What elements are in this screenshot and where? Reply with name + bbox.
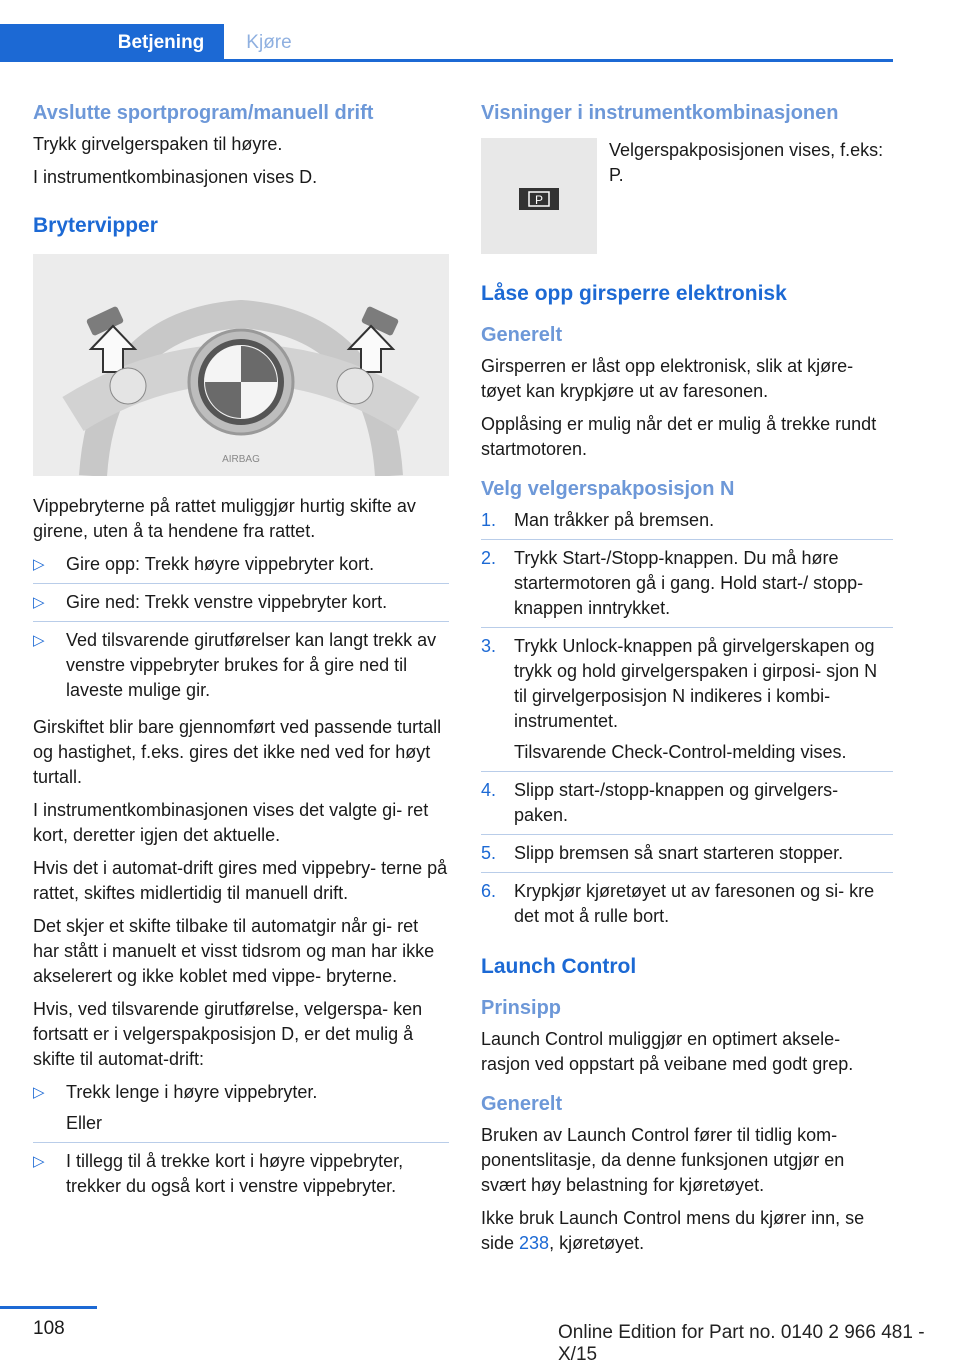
header-accent-block [0,24,98,62]
heading-generelt-2: Generelt [481,1093,563,1115]
header-rule [0,59,893,62]
page-header [0,0,960,62]
tab-kjore[interactable]: Kjøre [246,32,292,53]
tab-betjening[interactable]: Betjening [98,24,224,62]
gear-display-illustration [481,138,597,254]
page-number: 108 [33,1318,65,1339]
heading-brytervipper: Brytervipper [33,214,158,237]
heading-visninger: Visninger i instrumentkombinasjonen [481,102,839,124]
airbag-label: AIRBAG [222,454,260,465]
list-item: ▷ Ved tilsvarende girutførelser kan langt trekk av venstre vippebryter brukes for å gire ned til laveste mulige gir. [33,630,437,700]
paragraph: Ikke bruk Launch Control mens du kjører inn, se side 238, kjøretøyet. [481,1208,865,1253]
triangle-bullet-icon: ▷ [33,1153,45,1170]
triangle-bullet-icon: ▷ [33,632,45,649]
footer-rule [0,1306,97,1309]
triangle-bullet-icon: ▷ [33,1084,45,1101]
paragraph: Hvis det i automat-drift gires med vippebry- terne på rattet, skiftes midlertidig til manuell drift. [33,858,448,903]
triangle-bullet-icon: ▷ [33,594,45,611]
list-item: ▷ Gire ned: Trekk venstre vippebryter kort. [33,590,449,622]
paragraph: Girsperren er låst opp elektronisk, slik at kjøre- tøyet kan krypkjøre ut av faresonen. [481,356,854,401]
step-item: 4. Slipp start-/stopp-knappen og girvelgers- paken. [481,778,893,835]
paragraph: Trykk girvelgerspaken til høyre. [33,134,283,154]
step-item: 2. Trykk Start-/Stopp-knappen. Du må høre startermotoren gå i gang. Hold start-/ stopp-knappen inntrykket. [481,546,893,628]
steps-list [481,508,893,935]
display-caption: Velgerspakposisjonen vises, f.eks: P. [609,140,884,185]
paragraph: Girskiftet blir bare gjennomført ved passende turtall og hastighet, f.eks. gires det ikke ned ved for høyt turtall. [33,717,442,787]
heading-velg-n: Velg velgerspakposisjon N [481,478,735,500]
paragraph: Hvis, ved tilsvarende girutførelse, velgerspa- ken fortsatt er i velgerspakposisjon D, er det mulig å skifte til automat-drift: [33,999,423,1069]
step-item: 3. Trykk Unlock-knappen på girvelgerskapen og trykk og hold girvelgerspaken i girposi- sjon N til girvelgerposisjon N indikeres i kombi-instrumentet. Tilsvarende Check-Control-melding vises. [481,634,893,772]
heading-launch-control: Launch Control [481,955,637,978]
heading-prinsipp: Prinsipp [481,997,562,1019]
heading-generelt: Generelt [481,324,563,346]
paragraph: Opplåsing er mulig når det er mulig å trekke rundt startmotoren. [481,414,877,459]
triangle-bullet-icon: ▷ [33,556,45,573]
shift-list [33,552,449,709]
paragraph: Launch Control muliggjør en optimert aksele- rasjon ved oppstart på veibane med godt grep. [481,1029,854,1074]
paragraph: Det skjer et skifte tilbake til automatgir når gi- ret har stått i manuelt et visst tidsrom og man har ikke akselerert og ikke koblet med vippe- bryterne. [33,916,435,986]
paragraph: I instrumentkombinasjonen vises det valgte gi- ret kort, deretter igjen det aktuelle. [33,800,429,845]
step-item: 5. Slipp bremsen så snart starteren stopper. [481,841,893,873]
list-item: ▷ Trekk lenge i høyre vippebryter. Eller [33,1080,449,1143]
paragraph: Vippebryterne på rattet muliggjør hurtig skifte av girene, uten å ta hendene fra rattet. [33,496,416,541]
left-column [33,100,449,1211]
paragraph: Bruken av Launch Control fører til tidlig kom- ponentslitasje, da denne funksjonen utgjør en svært høy belastning for kjøretøyet. [481,1125,845,1195]
heading-avslutte-sportprogram: Avslutte sportprogram/manuell drift [33,102,374,124]
right-column [481,100,893,1264]
step-item: 6. Krypkjør kjøretøyet ut av faresonen og si- kre det mot å rulle bort. [481,881,875,926]
display-letter: P [534,193,544,207]
edition-text: Online Edition for Part no. 0140 2 966 481 - X/15 [558,1322,925,1365]
list-item: ▷ I tillegg til å trekke kort i høyre vippebryter, trekker du også kort i venstre vippebryter. [33,1151,404,1196]
step-item: 1. Man tråkker på bremsen. [481,508,893,540]
automat-list [33,1080,449,1205]
paragraph: I instrumentkombinasjonen vises D. [33,167,318,187]
display-example [481,138,893,254]
list-item: ▷ Gire opp: Trekk høyre vippebryter kort. [33,552,449,584]
heading-lase-opp: Låse opp girsperre elektronisk [481,282,787,305]
page-link[interactable]: 238 [519,1233,550,1253]
steering-wheel-illustration [33,254,449,476]
